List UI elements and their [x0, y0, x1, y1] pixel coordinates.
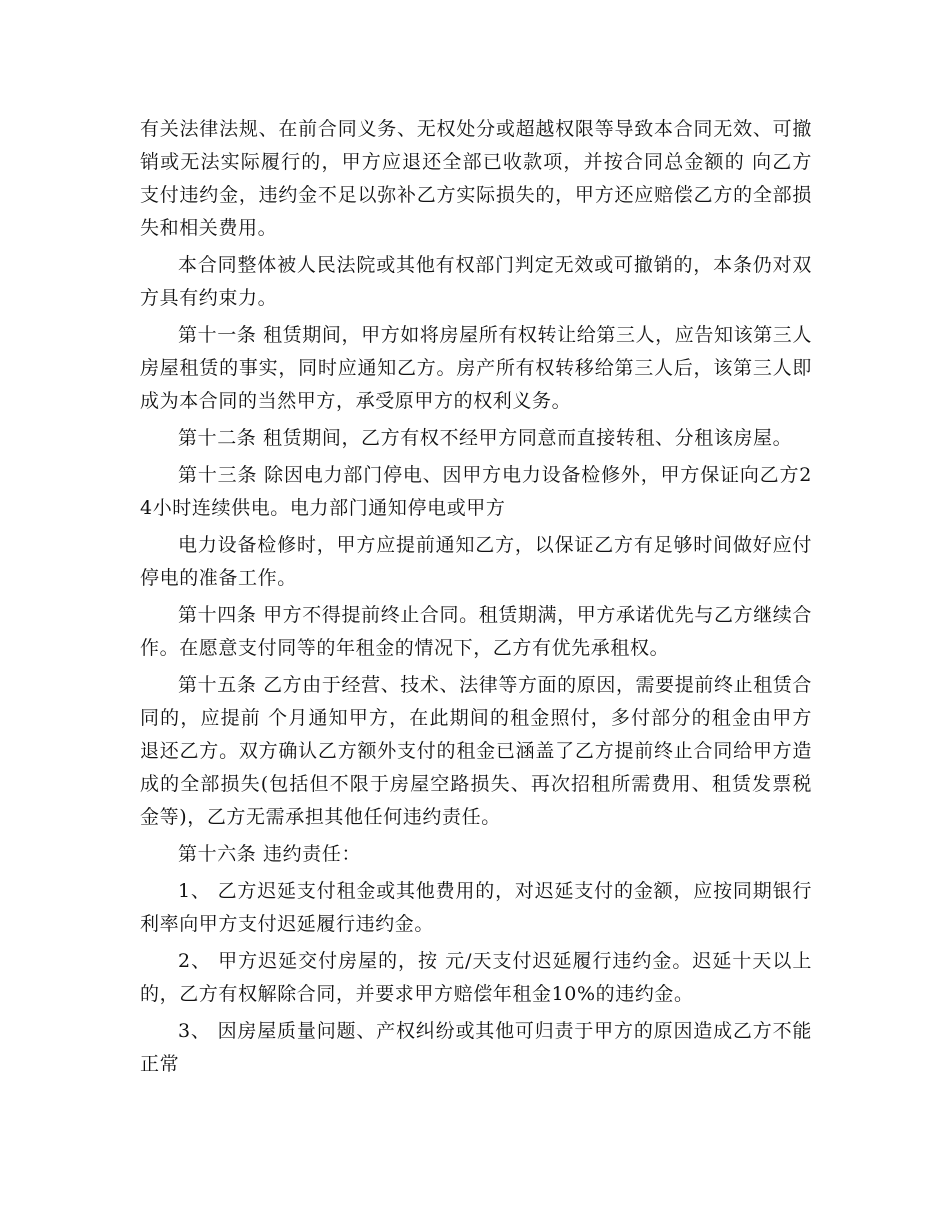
paragraph-article-16-item-1: 1、 乙方迟延支付租金或其他费用的，对迟延支付的金额，应按同期银行利率向甲方支付迟延履行违约金。 — [140, 880, 812, 935]
paragraph-article-12: 第十二条 租赁期间，乙方有权不经甲方同意而直接转租、分租该房屋。 — [178, 427, 793, 449]
paragraph-article-13: 第十三条 除因电力部门停电、因甲方电力设备检修外，甲方保证向乙方24小时连续供电。电力部门通知停电或甲方 — [140, 464, 812, 519]
paragraph-article-16-heading: 第十六条 违约责任： — [178, 843, 362, 865]
paragraph-invalidity-liability: 有关法律法规、在前合同义务、无权处分或超越权限等导致本合同无效、可撤销或无法实际履行的，甲方应退还全部已收款项，并按合同总金额的 向乙方支付违约金，违约金不足以弥补乙方实际损失的，甲方还应赔偿乙方的全部损失和相关费用。 — [140, 118, 812, 239]
paragraph-article-15: 第十五条 乙方由于经营、技术、法律等方面的原因，需要提前终止租赁合同的，应提前 个月通知甲方，在此期间的租金照付，多付部分的租金由甲方退还乙方。双方确认乙方额外支付的租金已涵盖了乙方提前终止合同给甲方造成的全部损失(包括但不限于房屋空路损失、再次招租所需费用、租赁发票税金等)，乙方无需承担其他任何违约责任。 — [140, 674, 812, 828]
paragraph-article-13-continued: 电力设备检修时，甲方应提前通知乙方，以保证乙方有足够时间做好应付停电的准备工作。 — [140, 534, 812, 589]
paragraph-article-14: 第十四条 甲方不得提前终止合同。租赁期满，甲方承诺优先与乙方继续合作。在愿意支付同等的年租金的情况下，乙方有优先承租权。 — [140, 604, 812, 659]
paragraph-article-16-item-2: 2、 甲方迟延交付房屋的，按 元/天支付迟延履行违约金。迟延十天以上的，乙方有权解除合同，并要求甲方赔偿年租金10%的违约金。 — [140, 950, 812, 1005]
paragraph-binding-clause: 本合同整体被人民法院或其他有权部门判定无效或可撤销的，本条仍对双方具有约束力。 — [140, 254, 812, 309]
document-body — [140, 113, 812, 1085]
paragraph-article-16-item-3: 3、 因房屋质量问题、产权纠纷或其他可归责于甲方的原因造成乙方不能正常 — [140, 1020, 812, 1075]
paragraph-article-11: 第十一条 租赁期间，甲方如将房屋所有权转让给第三人，应告知该第三人房屋租赁的事实，同时应通知乙方。房产所有权转移给第三人后，该第三人即成为本合同的当然甲方，承受原甲方的权利义务。 — [140, 324, 812, 412]
